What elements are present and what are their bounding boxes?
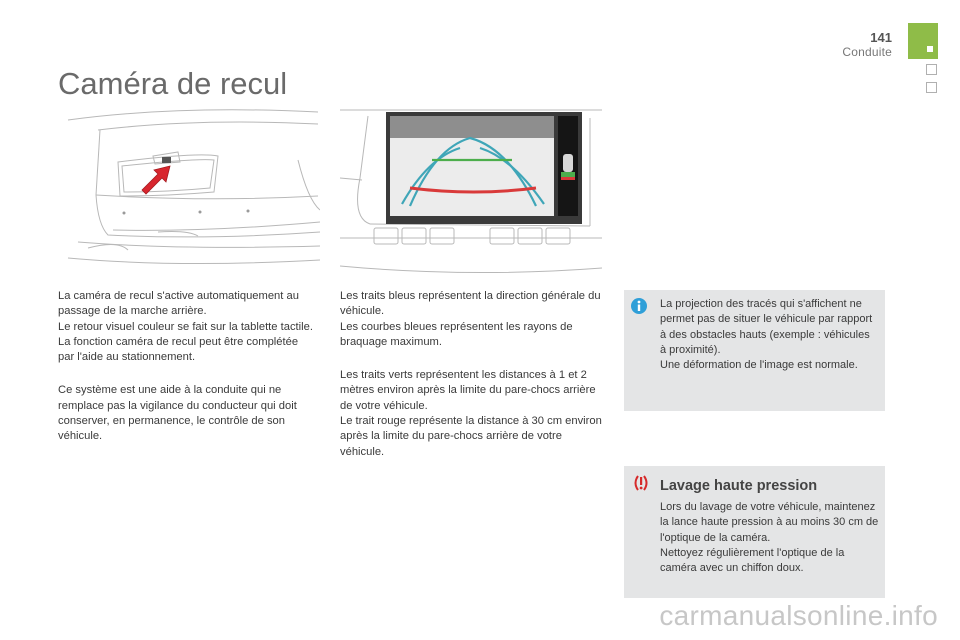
guidelines-column <box>340 289 602 472</box>
info-text: La projection des tracés qui s'affichent ne permet pas de situer le véhicule par rapport à des obstacles hauts (exemple : véhicules à proximité). Une déformation de l'image est normale. <box>660 298 873 372</box>
chapter-tab[interactable] <box>926 82 937 93</box>
intro-column <box>58 289 316 457</box>
screen-guidelines-illustration <box>340 108 602 278</box>
page-number: 141 <box>870 30 892 45</box>
blue-lines-paragraph: Les traits bleus représentent la direction générale du véhicule. Les courbes bleues représentent les rayons de braquage maximum. <box>340 290 601 348</box>
watermark: carmanualsonline.info <box>659 600 938 631</box>
chapter-tab[interactable] <box>926 64 937 75</box>
green-red-lines-paragraph: Les traits verts représentent les distances à 1 et 2 mètres environ après la limite du pare-chocs arrière de votre véhicule. Le trait rouge représente la distance à 30 cm environ après la limite du pare-chocs arrière de votre véhicule. <box>340 369 602 458</box>
warning-title: Lavage haute pression <box>660 478 818 494</box>
warning-box <box>624 466 885 598</box>
safety-paragraph: Ce système est une aide à la conduite qui ne remplace pas la vigilance du conducteur qui doit conserver, en permanence, le contrôle de son véhicule. <box>58 384 297 443</box>
info-icon <box>630 297 648 315</box>
warning-icon <box>632 474 650 492</box>
info-box <box>624 290 885 411</box>
warning-text: Lors du lavage de votre véhicule, maintenez la lance haute pression à au moins 30 cm de l'optique de la caméra. Nettoyez régulièrement l'optique de la caméra avec un chiffon doux. <box>660 501 879 575</box>
rear-camera-illustration <box>58 100 320 280</box>
chapter-tab-active[interactable] <box>908 23 938 59</box>
page-title: Caméra de recul <box>58 66 288 101</box>
camera-activation-paragraph: La caméra de recul s'active automatiquement au passage de la marche arrière. Le retour visuel couleur se fait sur la tablette tactile. La fonction caméra de recul peut être complétée par l'aide au stationnement. <box>58 290 313 364</box>
section-label: Conduite <box>842 45 892 59</box>
